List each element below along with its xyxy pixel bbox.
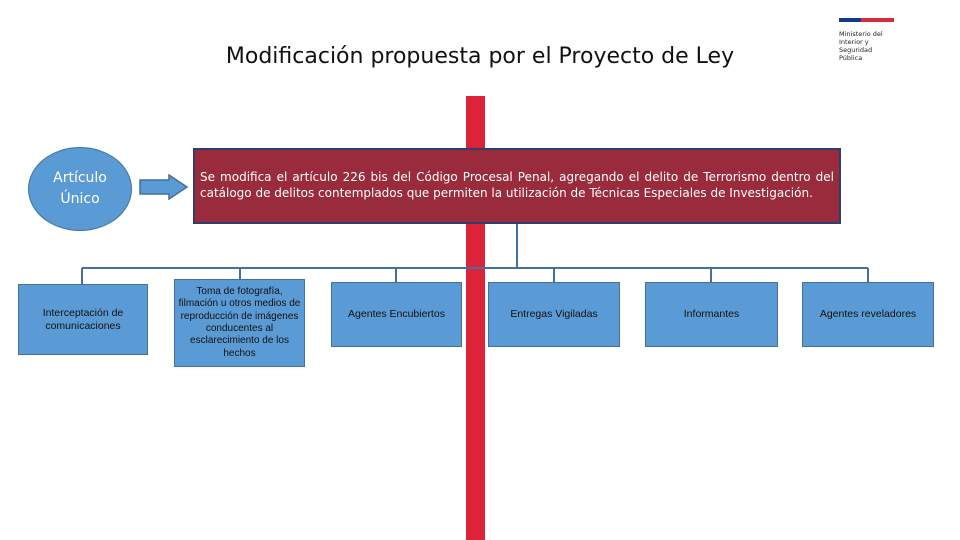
technique-label: Entregas Vigiladas: [510, 308, 598, 320]
technique-label: Agentes reveladores: [819, 308, 917, 320]
logo-line: Seguridad: [839, 46, 873, 54]
main-description-box: [193, 148, 841, 224]
logo-line: Interior y: [839, 38, 869, 46]
technique-label: Agentes Encubiertos: [348, 308, 445, 320]
technique-label: Informantes: [683, 308, 740, 320]
technique-label: Toma de fotografía, filmación u otros medios de reproducción de imágenes conducentes al esclarecimiento de los hechos: [178, 285, 301, 359]
technique-node: [488, 282, 620, 347]
circle-label-line: Artículo: [53, 170, 107, 186]
technique-node: [18, 284, 148, 355]
main-description-text: Se modifica el artículo 226 bis del Código Procesal Penal, agregando el delito de Terrorismo dentro del catálogo de delitos contemplados que permiten la utilización de Técnicas Especiales de Investigación.: [200, 170, 834, 200]
technique-node: [174, 279, 305, 367]
technique-node: [331, 282, 462, 347]
technique-node: [802, 282, 934, 347]
technique-label: Interceptación de comunicaciones: [42, 306, 124, 332]
logo-line: Ministerio del: [839, 30, 883, 38]
technique-node: [645, 282, 778, 347]
logo-line: Pública: [839, 54, 863, 62]
circle-label-line: Único: [60, 191, 100, 207]
page-title: Modificación propuesta por el Proyecto de Ley: [225, 44, 735, 69]
